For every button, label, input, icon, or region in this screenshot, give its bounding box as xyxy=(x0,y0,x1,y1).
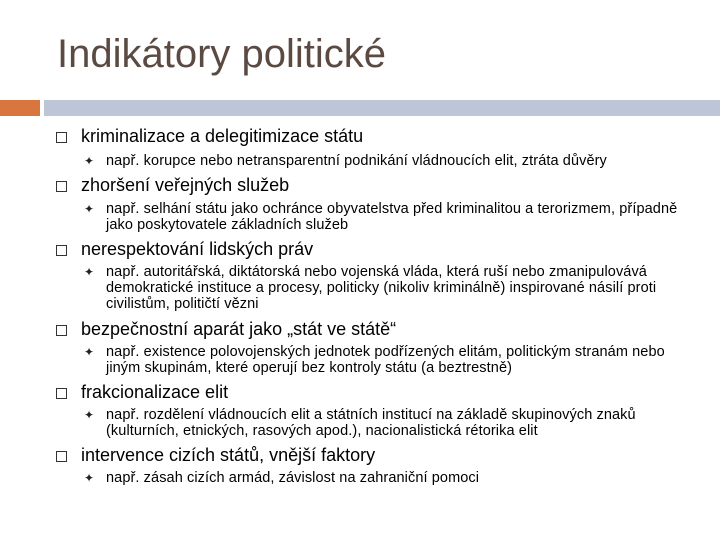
sub-item xyxy=(83,264,703,312)
sub-item xyxy=(83,201,703,233)
list-item xyxy=(56,125,363,147)
sub-item-text: např. selhání státu jako ochránce obyvatelstva před kriminalitou a terorizmem, případně jako poskytovatele základních služeb xyxy=(106,201,678,233)
item-label: bezpečnostní aparát jako „stát ve státě“ xyxy=(81,319,397,339)
diamond-bullet-icon: ✦ xyxy=(83,471,95,485)
square-bullet-icon xyxy=(56,451,67,462)
sub-item-text: např. existence polovojenských jednotek podřízených elitám, politickým stranám nebo jiným skupinám, které operují bez kontroly státu (a beztrestně) xyxy=(106,344,665,376)
square-bullet-icon xyxy=(56,325,67,336)
sub-item xyxy=(83,470,703,486)
sub-item-text: např. zásah cizích armád, závislost na zahraniční pomoci xyxy=(106,470,480,486)
sub-item xyxy=(83,344,703,376)
square-bullet-icon xyxy=(56,388,67,399)
diamond-bullet-icon: ✦ xyxy=(83,154,95,168)
square-bullet-icon xyxy=(56,181,67,192)
item-label: nerespektování lidských práv xyxy=(81,239,314,259)
item-label: kriminalizace a delegitimizace státu xyxy=(81,126,364,146)
square-bullet-icon xyxy=(56,132,67,143)
sub-item xyxy=(83,153,703,169)
square-bullet-icon xyxy=(56,245,67,256)
list-item xyxy=(56,381,228,403)
diamond-bullet-icon: ✦ xyxy=(83,265,95,279)
list-item xyxy=(56,318,396,340)
item-label: frakcionalizace elit xyxy=(81,382,229,402)
list-item xyxy=(56,238,313,260)
sub-item-text: např. korupce nebo netransparentní podnikání vládnoucích elit, ztráta důvěry xyxy=(106,153,607,169)
diamond-bullet-icon: ✦ xyxy=(83,202,95,216)
slide-title: Indikátory politické xyxy=(57,32,387,76)
sub-item-text: např. rozdělení vládnoucích elit a státních institucí na základě skupinových znaků (kulturních, etnických, rasových apod.), nacionalistická rétorika elit xyxy=(106,407,636,439)
list-item xyxy=(56,444,375,466)
sub-item-text: např. autoritářská, diktátorská nebo vojenská vláda, která ruší nebo zmanipulovává demokratické instituce a procesy, politicky (nikoliv kriminálně) inspirované násilí proti civilistům, političtí vězni xyxy=(106,264,657,312)
list-item xyxy=(56,174,289,196)
sub-item xyxy=(83,407,703,439)
diamond-bullet-icon: ✦ xyxy=(83,408,95,422)
item-label: intervence cizích států, vnější faktory xyxy=(81,445,376,465)
diamond-bullet-icon: ✦ xyxy=(83,345,95,359)
item-label: zhoršení veřejných služeb xyxy=(81,175,290,195)
